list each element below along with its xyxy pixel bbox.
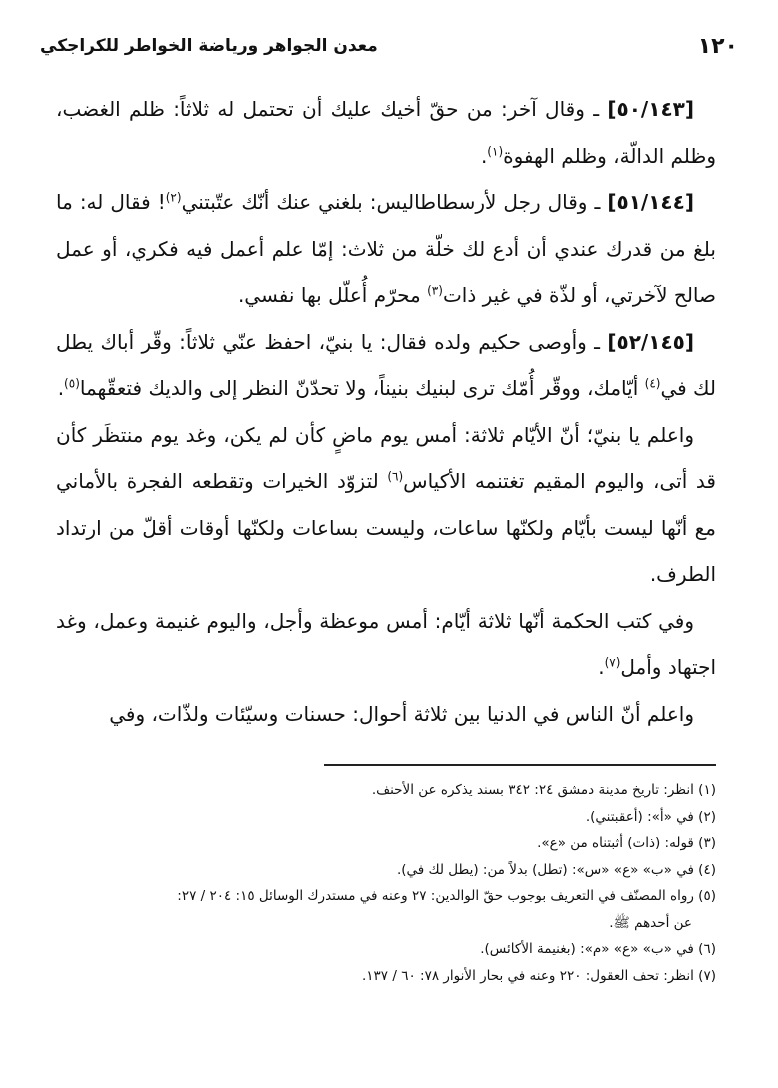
footnote-6: (٦) في «ب» «ع» «م»: (بغنيمة الأكائس).: [480, 941, 716, 957]
paragraph-end: .: [598, 655, 605, 679]
paragraph-text: محرّم أُعلّل بها نفسي.: [237, 283, 428, 307]
item-number: [٥٢/١٤٥]: [607, 329, 694, 354]
footnote-5: (٥) رواه المصنّف في التعريف بوجوب حقّ الوالدين: ٢٧ وعنه في مستدرك الوسائل ١٥: ٢٠٤ / ٢٧:: [177, 888, 716, 904]
paragraph-text: ! فقال له: ما بلغ من قدرك عندي أن أدع لك خلّة من ثلاث: إمّا علم أعمل فيه فكري، أو عمل صالح لآخرتي، أو لذّة في غير ذات: [56, 190, 716, 307]
paragraph-145: [56, 319, 716, 412]
footnote-ref: (٢): [165, 190, 182, 205]
paragraph-144: [56, 179, 716, 319]
footnote-separator: [324, 764, 716, 766]
paragraph-text: ـ وقال آخر: من حقّ أخيك عليك أن تحتمل له ثلاثاً: ظلم الغضب، وظلم الدالّة، وظلم الهفوة: [56, 97, 716, 168]
paragraph-text: واعلم يا بنيّ؛ أنّ الأيّام ثلاثة: أمس يوم ماضٍ كأن لم يكن، وغد يوم منتظَر كأن قد أتى، واليوم المقيم تغتنمه الأكياس: [56, 422, 716, 493]
paragraph-text: ـ وقال رجل لأرسطاطاليس: بلغني عنك أنّك عتّبتني: [181, 190, 608, 214]
footnote-1: (١) انظر: تاريخ مدينة دمشق ٢٤: ٣٤٢ بسند يذكره عن الأحنف.: [371, 782, 716, 798]
main-text: [56, 86, 716, 737]
footnote-3: (٣) قوله: (ذات) أثبتناه من «ع».: [537, 835, 716, 851]
footnote-7: (٧) انظر: تحف العقول: ٢٢٠ وعنه في بحار الأنوار ٧٨: ٦٠ / ١٣٧.: [362, 967, 716, 984]
footnote-ref: (٧): [604, 655, 621, 670]
footnote-5-continuation: عن أحدهم ﷺ.: [609, 914, 692, 931]
paragraph-text: أيّامك، ووقّر أُمّك ترى لبنيك بنيناً، ولا تحدّنّ النظر إلى والديك فتعقّهما: [79, 376, 645, 400]
item-number: [٥١/١٤٤]: [607, 190, 694, 214]
paragraph-people: [56, 691, 716, 738]
footnote-2: (٢) في «أ»: (أعقبتني).: [585, 808, 716, 825]
paragraph-text: لتزوّد الخيرات وتقطعه الفجرة بالأماني مع أنّها ليست بأيّام ولكنّها ساعات، وليست بساعات ولكنّها أوقات أقلّ من ارتداد الطرف.: [56, 469, 716, 586]
footnote-4: (٤) في «ب» «ع» «س»: (تطل) بدلاً من: (يطل لك في).: [396, 861, 716, 878]
footnote-ref: (٤): [644, 376, 661, 391]
footnotes: [56, 777, 716, 989]
footnote-ref: (٣): [427, 283, 443, 298]
paragraph-text: واعلم أنّ الناس في الدنيا بين ثلاثة أحوال: حسنات وسيّئات ولذّات، وفي: [109, 701, 694, 726]
paragraph-end: .: [57, 376, 65, 400]
running-title: معدن الجواهر ورياضة الخواطر للكراجكي: [40, 36, 378, 56]
footnote-ref: (١): [487, 143, 504, 158]
item-number: [٥٠/١٤٣]: [607, 97, 694, 121]
paragraph-wisdom: [56, 598, 716, 691]
page-number: ١٢٠: [697, 33, 738, 59]
paragraph-143: [56, 86, 716, 179]
page-header: [40, 26, 738, 66]
paragraph-end: .: [480, 143, 488, 168]
paragraph-days: [56, 412, 716, 598]
paragraph-text: ـ وأوصى حكيم ولده فقال: يا بنيّ، احفظ عنّي ثلاثاً: وقّر أباك يطل لك في: [56, 329, 716, 400]
paragraph-text: وفي كتب الحكمة أنّها ثلاثة أيّام: أمس موعظة وأجل، واليوم غنيمة وعمل، وغد اجتهاد وأمل: [56, 608, 716, 679]
footnote-ref: (٥): [64, 376, 80, 391]
footnote-ref: (٦): [387, 469, 404, 484]
